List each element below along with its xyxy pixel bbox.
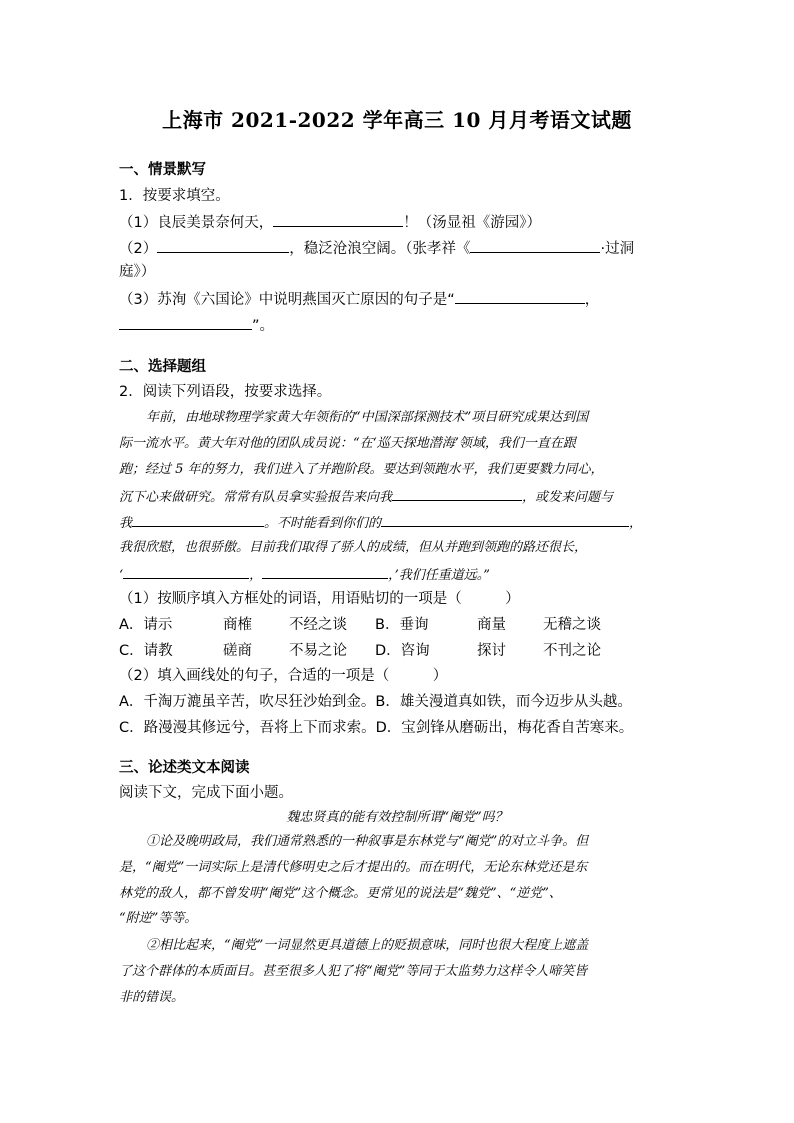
article-line: 非的错误。: [119, 990, 185, 1005]
question-1-stem: 1．按要求填空。: [119, 188, 230, 204]
article-line: 了这个群体的本质面目。甚至很多人犯了将“阉党”等同于太监势力这样令人啼笑皆: [119, 964, 588, 979]
blank[interactable]: [157, 238, 289, 253]
passage-text: 沉下心来做研究。常常有队员拿实验报告来向我: [119, 490, 393, 505]
option-c-word-2: 磋商: [223, 643, 252, 659]
reading-intro: 阅读下文，完成下面小题。: [119, 785, 293, 801]
passage-text: ，: [249, 568, 263, 583]
article-line: 是，“阉党”一词实际上是清代修明史之后才提出的。而在明代，无论东林党还是东: [119, 860, 588, 875]
blank[interactable]: [262, 564, 388, 579]
blank[interactable]: [132, 512, 264, 527]
q1-line-1-text-b: ！（汤显祖《游园》）: [403, 215, 541, 231]
blank[interactable]: [123, 564, 249, 579]
q1-line-2-text-c: ·过洞: [600, 241, 635, 257]
answer-options-ab[interactable]: A．千淘万漉虽辛苦，吹尽狂沙始到金。B．雄关漫道真如铁，而今迈步从头越。: [119, 694, 632, 710]
passage-text: ‘: [119, 568, 124, 583]
blank[interactable]: [119, 315, 252, 330]
passage-line: [119, 564, 490, 586]
option-b-word-2: 商量: [477, 617, 506, 633]
section-heading-3: 三、论述类文本阅读: [119, 760, 250, 776]
article-line: 林党的敌人，都不曾发明“阉党”这个概念。更常见的说法是“魏党”、“逆党”、: [119, 886, 562, 901]
passage-line: 我很欣慰，也很骄傲。目前我们取得了骄人的成绩，但从并跑到领跑的路还很长，: [119, 540, 588, 555]
option-b-word-3: 无稽之谈: [543, 617, 601, 633]
sub-question-1: （1）按顺序填入方框处的词语，用语贴切的一项是（ ）: [119, 591, 520, 607]
page-title: 上海市 2021-2022 学年高三 10 月月考语文试题: [162, 108, 632, 132]
q1-line-3-cont: [119, 315, 274, 336]
q1-line-3: [119, 289, 599, 310]
q1-line-2-text-b: ，稳泛沧浪空阔。（张孝祥《: [289, 241, 471, 257]
option-row-ab: [119, 615, 601, 635]
blank[interactable]: [381, 512, 629, 527]
option-b-word-1[interactable]: B．垂询: [375, 617, 429, 633]
passage-text: ，’我们任重道远。”: [388, 568, 490, 583]
passage-line: 际一流水平。黄大年对他的团队成员说：“在‘巡天探地潜海’领域，我们一直在跟: [119, 436, 576, 451]
option-c-word-3: 不易之论: [289, 643, 347, 659]
article-line: ①论及晚明政局，我们通常熟悉的一种叙事是东林党与“阉党”的对立斗争。但: [146, 834, 589, 849]
article-line: “附逆”等等。: [119, 911, 198, 926]
blank[interactable]: [455, 289, 585, 304]
q1-line-3-text-c: ”。: [252, 318, 275, 334]
option-c-word-1[interactable]: C．请教: [119, 643, 173, 659]
passage-line: 跑；经过 5 年的努力，我们进入了并跑阶段。要达到领跑水平，我们更要戮力同心，: [119, 462, 604, 477]
blank[interactable]: [392, 486, 522, 501]
option-a-word-3: 不经之谈: [289, 617, 347, 633]
passage-line: 年前，由地球物理学家黄大年领衔的“中国深部探测技术”项目研究成果达到国: [146, 410, 589, 425]
option-a-word-1[interactable]: A．请示: [119, 617, 173, 633]
passage-text: ，: [629, 516, 643, 531]
option-d-word-1[interactable]: D．咨询: [375, 643, 430, 659]
q1-line-2-text-a: （2）: [119, 241, 158, 257]
option-a-word-2: 商榷: [223, 617, 252, 633]
passage-line: [119, 512, 642, 534]
passage-line: [119, 486, 613, 508]
q1-line-2-cont: 庭》）: [119, 264, 156, 280]
sub-question-2: （2）填入画线处的句子，合适的一项是（ ）: [119, 668, 448, 684]
option-row-cd: [119, 641, 601, 661]
answer-options-cd[interactable]: C．路漫漫其修远兮，吾将上下而求索。D．宝剑锋从磨砺出，梅花香自苦寒来。: [119, 720, 634, 736]
q1-line-2: [119, 238, 634, 259]
passage-text: 。不时能看到你们的: [264, 516, 382, 531]
blank[interactable]: [273, 212, 403, 227]
passage-text: 我: [119, 516, 133, 531]
section-heading-2: 二、选择题组: [119, 359, 206, 375]
passage-text: ，或发来问题与: [522, 490, 614, 505]
q1-line-3-text-a: （3）苏洵《六国论》中说明燕国灭亡原因的句子是“: [119, 292, 455, 308]
blank[interactable]: [470, 238, 600, 253]
article-line: ②相比起来，“阉党”一词显然更具道德上的贬损意味，同时也很大程度上遮盖: [146, 938, 589, 953]
option-d-word-3: 不刊之论: [543, 643, 601, 659]
q1-line-1-text-a: （1）良辰美景奈何天，: [119, 215, 274, 231]
section-heading-1: 一、情景默写: [119, 162, 206, 178]
question-2-stem: 2．阅读下列语段，按要求选择。: [119, 384, 332, 400]
article-title: 魏忠贤真的能有效控制所谓“阉党”吗？: [286, 810, 508, 825]
q1-line-1: [119, 212, 541, 233]
q1-line-3-text-b: ，: [584, 292, 600, 308]
option-d-word-2: 探讨: [477, 643, 506, 659]
